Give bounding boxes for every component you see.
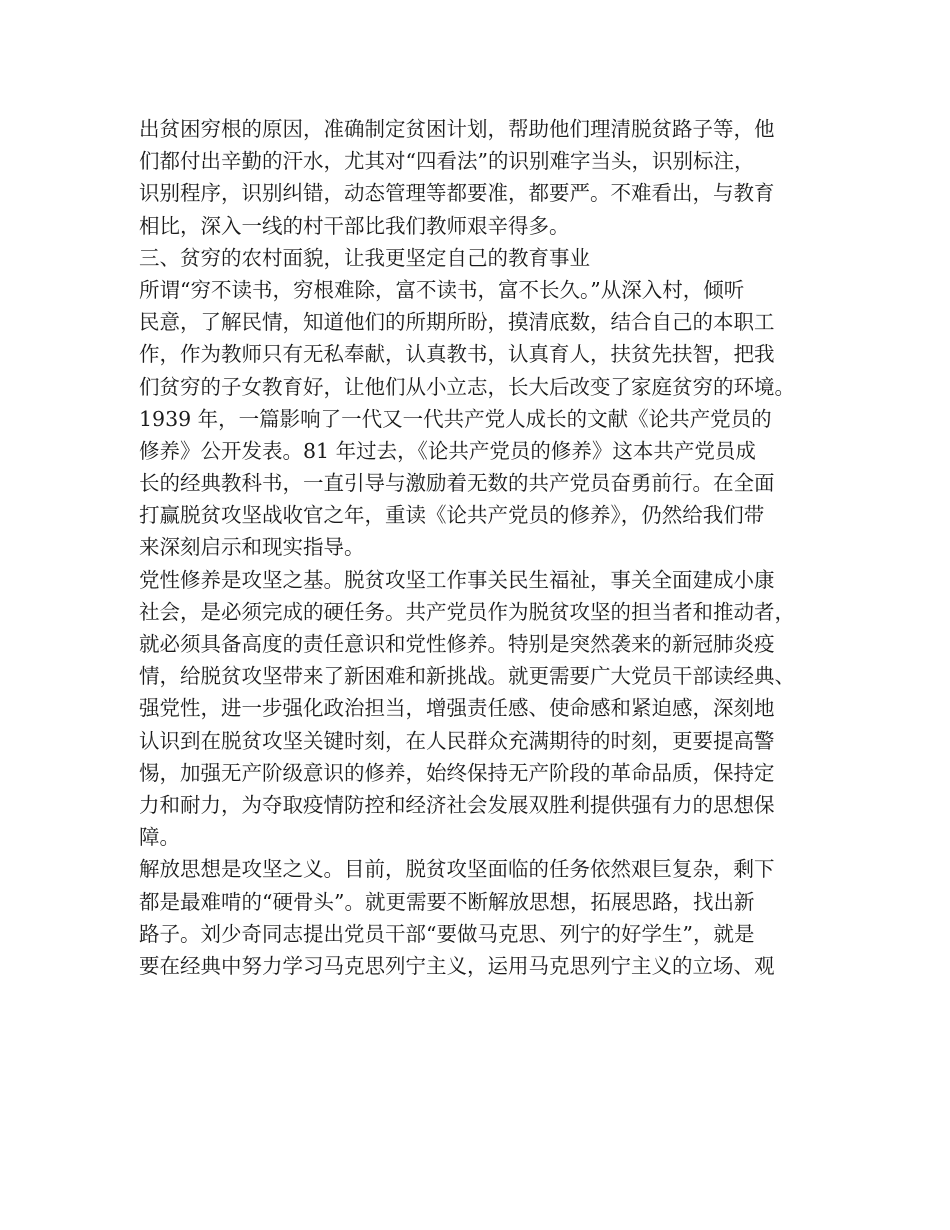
text-line: 出贫困穷根的原因，准确制定贫困计划，帮助他们理清脱贫路子等，他 xyxy=(139,117,775,141)
text-line: 社会，是必须完成的硬任务。共产党员作为脱贫攻坚的担当者和推动者， xyxy=(139,599,795,624)
text-line: 们贫穷的子女教育好，让他们从小立志，长大后改变了家庭贫穷的环境。 xyxy=(139,374,795,399)
text-line: 解放思想是攻坚之义。目前，脱贫攻坚面临的任务依然艰巨复杂，剩下 xyxy=(139,857,775,882)
text-line: 作，作为教师只有无私奉献，认真教书，认真育人，扶贫先扶智，把我 xyxy=(139,342,775,367)
text-line: 都是最难啃的“硬骨头”。就更需要不断解放思想，拓展思路，找出新 xyxy=(139,889,755,914)
text-line: 就必须具备高度的责任意识和党性修养。特别是突然袭来的新冠肺炎疫 xyxy=(139,632,775,656)
body-text xyxy=(139,113,829,982)
text-line: 1939 年，一篇影响了一代又一代共产党人成长的文献《论共产党员的 xyxy=(139,406,772,431)
text-line: 修养》公开发表。81 年过去，《论共产党员的修养》这本共产党员成 xyxy=(139,438,756,463)
text-line: 来深刻启示和现实指导。 xyxy=(139,535,365,560)
text-line: 所谓“穷不读书，穷根难除，富不读书，富不长久。”从深入村，倾听 xyxy=(139,277,745,302)
text-line: 力和耐力，为夺取疫情防控和经济社会发展双胜利提供强有力的思想保 xyxy=(139,792,775,817)
text-line: 党性修养是攻坚之基。脱贫攻坚工作事关民生福祉，事关全面建成小康 xyxy=(139,567,775,592)
text-line: 惕，加强无产阶级意识的修养，始终保持无产阶段的革命品质，保持定 xyxy=(139,760,775,785)
text-line: 打赢脱贫攻坚战收官之年，重读《论共产党员的修养》，仍然给我们带 xyxy=(139,503,765,528)
text-line: 路子。刘少奇同志提出党员干部“要做马克思、列宁的好学生”，就是 xyxy=(139,921,755,946)
text-line: 认识到在脱贫攻坚关键时刻，在人民群众充满期待的时刻，更要提高警 xyxy=(139,728,775,753)
text-line: 长的经典教科书，一直引导与激励着无数的共产党员奋勇前行。在全面 xyxy=(139,471,775,496)
section-heading: 三、贫穷的农村面貌，让我更坚定自己的教育事业 xyxy=(139,245,590,270)
text-line: 识别程序，识别纠错，动态管理等都要准，都要严。不难看出，与教育 xyxy=(139,181,775,206)
text-line: 强党性，进一步强化政治担当，增强责任感、使命感和紧迫感，深刻地 xyxy=(139,696,775,721)
text-line: 相比，深入一线的村干部比我们教师艰辛得多。 xyxy=(139,213,570,238)
text-line: 要在经典中努力学习马克思列宁主义，运用马克思列宁主义的立场、观 xyxy=(139,953,775,978)
text-line: 们都付出辛勤的汗水，尤其对“四看法”的识别难字当头，识别标注， xyxy=(139,149,755,174)
text-line: 民意，了解民情，知道他们的所期所盼，摸清底数，结合自己的本职工 xyxy=(139,310,775,335)
text-line: 情，给脱贫攻坚带来了新困难和新挑战。就更需要广大党员干部读经典、 xyxy=(139,664,795,689)
text-line: 障。 xyxy=(139,825,180,850)
